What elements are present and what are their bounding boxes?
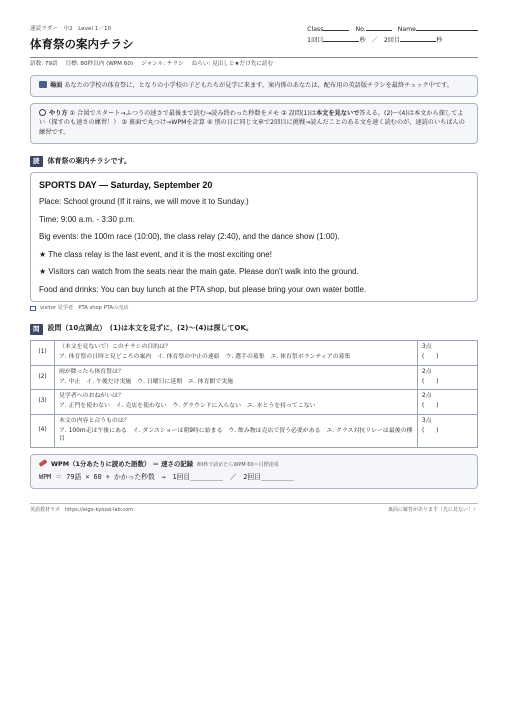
footer-site: 英語教材ラボ https://eigo-kyozai-lab.com xyxy=(30,507,134,514)
reading-heading: 体育祭の案内チラシです。 xyxy=(47,156,131,165)
meta-aim: ねらい: 見出しと★だけ先に読む xyxy=(191,61,274,68)
wpm-note: 80秒で読めたらWPM 60＝目標達成 xyxy=(197,462,279,469)
passage-line: ★ Visitors can watch from the seats near the main gate. Please don't walk into the ground. xyxy=(39,267,359,277)
flyer-title: SPORTS DAY — Saturday, September 20 xyxy=(39,180,213,191)
meta-words: 語数: 79語 xyxy=(30,61,58,68)
question-stem: 本文の内容と合うものは？ xyxy=(59,418,130,425)
answer-blank[interactable]: ( ) xyxy=(422,403,439,410)
question-choices: ア. 100m走は午後にある イ. ダンスショーは朝9時に始まる ウ. 飲み物は売店で買う必要がある エ. クラス対抗リレーは最後の種目 xyxy=(59,428,413,443)
passage-line: Place: School ground (If it rains, we will move it to Sunday.) xyxy=(39,197,249,207)
reading-tag: 読 xyxy=(30,156,43,167)
questions-section-heading xyxy=(30,324,478,335)
task-box xyxy=(30,103,478,145)
no-label: No. xyxy=(355,26,391,34)
name-label: Name xyxy=(398,26,478,34)
reading-section-heading xyxy=(30,156,478,167)
meta-row xyxy=(30,57,478,69)
glossary xyxy=(30,305,478,312)
book-icon xyxy=(30,306,36,311)
answer-cell[interactable] xyxy=(418,390,478,415)
passage-line: Big events: the 100m race (10:00), the class relay (2:40), and the dance show (1:00). xyxy=(39,232,340,242)
class-label: Class xyxy=(307,26,349,34)
passage-line: Time: 9:00 a.m. - 3:30 p.m. xyxy=(39,214,135,224)
scene-box xyxy=(30,75,478,97)
question-body xyxy=(55,390,418,415)
answer-cell[interactable] xyxy=(418,415,478,448)
answer-cell[interactable] xyxy=(418,365,478,390)
question-stem: 雨が降ったら体育祭は？ xyxy=(59,368,124,375)
header-left xyxy=(30,26,134,52)
question-body xyxy=(55,415,418,448)
question-number: (3) xyxy=(31,390,55,415)
question-points: 2点 xyxy=(422,368,432,375)
task-step3: ③ 裏面で丸つけ→WPMを計算 xyxy=(121,119,205,127)
answer-blank[interactable]: ( ) xyxy=(422,428,439,435)
table-row xyxy=(31,415,478,448)
task-step1: ① 合図でスタート→ふつうの速さで最後まで読む→読み終わった秒数をメモ xyxy=(69,109,280,117)
glossary-text: visitor 見学者 PTA shop PTAの売店 xyxy=(40,304,129,311)
wpm-box xyxy=(30,454,478,489)
table-row xyxy=(31,390,478,415)
pencil-icon xyxy=(39,459,48,467)
question-choices: ア. 中止 イ. 午後だけ実施 ウ. 日曜日に延期 エ. 体育館で実施 xyxy=(59,378,234,385)
question-stem: 見学者へのおねがいは？ xyxy=(59,393,124,400)
question-body xyxy=(55,365,418,390)
question-points: 3点 xyxy=(422,418,432,425)
question-choices: ア. 体育祭の日時と見どころの案内 イ. 体育祭の中止の連絡 ウ. 選手の募集 エ. 体育祭ボランティアの募集 xyxy=(59,353,351,360)
question-body xyxy=(55,340,418,365)
answer-blank[interactable]: ( ) xyxy=(422,378,439,385)
questions-table xyxy=(30,340,478,449)
passage-line: Food and drinks: You can buy lunch at the PTA shop, but please bring your own water bottle. xyxy=(39,284,367,294)
footer xyxy=(30,503,478,514)
answer-blank[interactable]: ( ) xyxy=(422,353,439,360)
questions-heading: 設問（10点満点） (1)は本文を見ずに，(2)〜(4)は探してOK。 xyxy=(47,324,253,333)
table-row xyxy=(31,365,478,390)
wpm-title: WPM（1分あたりに読めた語数） ＝ 速さの記録 xyxy=(51,460,194,469)
meta-genre: ジャンル: チラシ xyxy=(141,61,184,68)
table-row xyxy=(31,340,478,365)
questions-tag: 問 xyxy=(30,324,43,335)
question-choices: ア. 正門を使わない イ. 売店を使わない ウ. グラウンドに入らない エ. 水とうを持ってこない xyxy=(59,403,316,410)
scene-label: 場面 xyxy=(50,81,63,89)
question-points: 2点 xyxy=(422,393,432,400)
task-label: やり方 xyxy=(49,109,68,117)
clock-icon xyxy=(39,109,46,116)
time1-field[interactable]: 1回目 秒 xyxy=(307,37,366,45)
question-number: (1) xyxy=(31,340,55,365)
series-label: 速読ラダー 中2 Level 1／10 xyxy=(30,26,112,32)
footer-note: 裏面に解答があります（先に見ない！） xyxy=(387,507,478,514)
question-number: (4) xyxy=(31,415,55,448)
meta-goal: 目標: 80秒以内 (WPM 60) xyxy=(65,61,134,68)
page-title: 体育祭の案内チラシ xyxy=(30,36,134,51)
scene-icon xyxy=(39,81,47,88)
scene-text: あなたの学校の体育祭に，となりの小学校の子どもたちが見学に来ます。案内係のあなたは，配布用の英語版チラシを最終チェック中です。 xyxy=(64,81,453,89)
time2-field[interactable]: 2回目 秒 xyxy=(383,37,443,45)
worksheet-header xyxy=(30,26,478,52)
question-number: (2) xyxy=(31,365,55,390)
time-separator: ／ xyxy=(371,37,378,45)
wpm-title-row xyxy=(39,460,469,469)
task-step2: ② 設問(1)は本文を見ないで答える。(2)〜(4)は本文から探してよい（探すのも速さの練習！） xyxy=(39,109,464,127)
passage-line: ★ The class relay is the last event, and it is the most exciting one! xyxy=(39,249,272,259)
wpm-formula[interactable]: WPM ＝ 79語 × 60 ÷ かかった秒数 → 1回目________ ／ 2回目________ xyxy=(39,473,294,482)
reading-passage xyxy=(30,172,478,302)
student-info xyxy=(307,26,478,49)
question-points: 3点 xyxy=(422,343,432,350)
question-stem: （本文を見ないで）このチラシの目的は？ xyxy=(59,343,171,350)
task-step4: ④ 別の日に同じ文章で2回目に挑戦→読んだことのある文を速く読むのが，速読のいちばんの練習です。 xyxy=(39,119,465,137)
answer-cell[interactable] xyxy=(418,340,478,365)
